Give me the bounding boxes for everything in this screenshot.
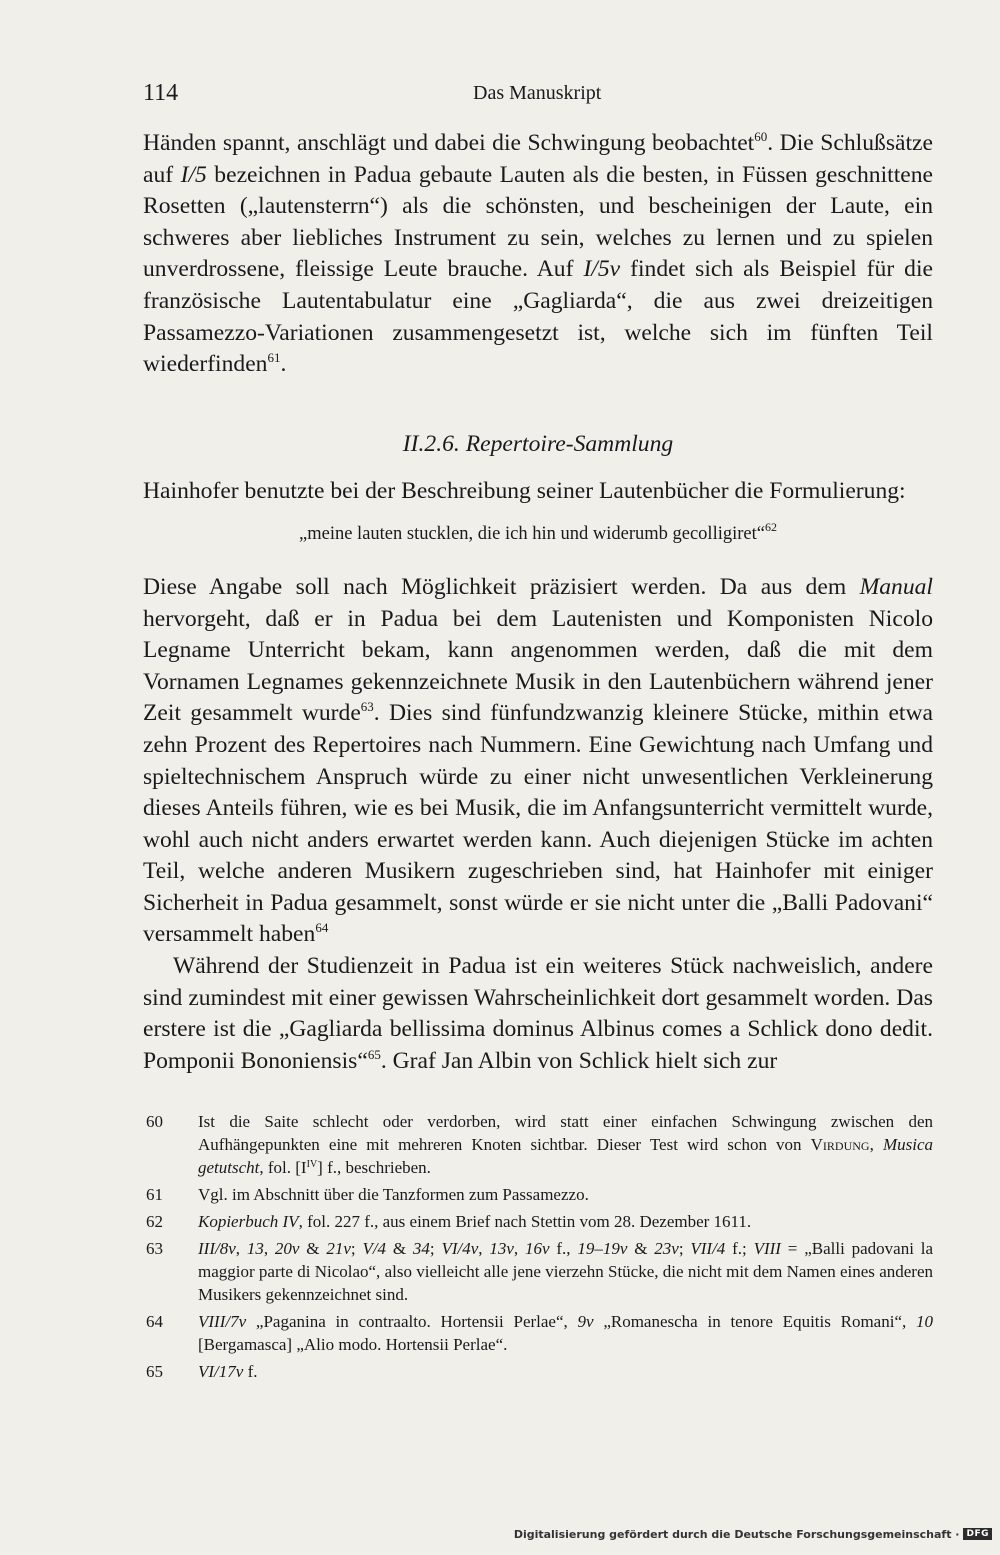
- text-run: Ist die Saite schlecht oder verdorben, wird statt einer einfachen Schwingung zwischen den Aufhängepunkten eine mit mehreren Knoten sichtbar. Dieser Test wird schon von: [198, 1112, 933, 1154]
- text-run: ,: [263, 1239, 275, 1258]
- footnote-ref[interactable]: 65: [367, 1046, 381, 1062]
- text-run: .: [280, 351, 287, 378]
- footnote: [143, 1237, 933, 1306]
- footnote-number: 64: [146, 1312, 163, 1331]
- folio-ref: 20v: [274, 1239, 300, 1258]
- text-run: . Graf Jan Albin von Schlick hielt sich zur: [380, 1047, 778, 1074]
- footnote-number: 62: [146, 1212, 163, 1231]
- text-run: ,: [513, 1239, 525, 1258]
- text-run: [Bergamasca] „Alio modo. Hortensii Perlae“.: [198, 1335, 508, 1354]
- text-run: ,: [478, 1239, 490, 1258]
- footnotes: [143, 1110, 933, 1387]
- text-run: ] f., beschrieben.: [317, 1158, 431, 1177]
- text-run: „Romanescha in tenore Equitis Romani“,: [593, 1312, 916, 1331]
- digitization-footer: [514, 1523, 992, 1545]
- folio-ref: 21v: [326, 1239, 351, 1258]
- folio-ref: VI/17v: [198, 1362, 244, 1381]
- work-title: Manual: [859, 573, 933, 600]
- text-run: f.;: [725, 1239, 754, 1258]
- folio-ref: III/8v: [198, 1239, 236, 1258]
- footnote-ref[interactable]: 64: [315, 920, 329, 936]
- text-run: &: [299, 1239, 327, 1258]
- text-run: ;: [678, 1239, 691, 1258]
- folio-ref: 10: [916, 1312, 933, 1331]
- body-text: [143, 128, 933, 1077]
- footnote-number: 65: [146, 1362, 163, 1381]
- folio-ref: VI/4v: [441, 1239, 479, 1258]
- folio-ref: VIII: [753, 1239, 781, 1258]
- paragraph: [143, 572, 933, 951]
- footnote-number: 61: [146, 1185, 163, 1204]
- folio-ref: VII/4: [690, 1239, 726, 1258]
- paragraph: Hainhofer benutzte bei der Beschreibung seiner Lautenbücher die Formulierung:: [143, 478, 906, 505]
- folio-ref: 9v: [577, 1312, 594, 1331]
- folio-ref: I/5v: [583, 256, 621, 283]
- text-run: , fol. [I: [259, 1158, 307, 1177]
- page-header: [143, 80, 933, 112]
- footnote-ref[interactable]: 60: [754, 129, 768, 144]
- footnote-ref[interactable]: 62: [764, 519, 777, 534]
- text-run: , fol. 227 f., aus einem Brief nach Stettin vom 28. Dezember 1611.: [298, 1212, 752, 1231]
- superscript: IV: [306, 1159, 318, 1170]
- text-run: Händen spannt, anschlägt und dabei die Schwingung beobachtet: [143, 130, 755, 156]
- footnote-ref[interactable]: 61: [267, 350, 281, 366]
- text-run: Diese Angabe soll nach Möglichkeit präzisiert werden. Da aus dem: [143, 573, 860, 600]
- text-run: ;: [429, 1239, 442, 1258]
- text-run: = „Balli padovani la maggior parte di Nicolao“, also vielleicht alle jene vierzehn Stücke, die nicht mit dem Namen eines anderen Musikers gekennzeichnet sind.: [198, 1239, 934, 1304]
- work-title: Musica getutscht: [198, 1135, 934, 1177]
- footnote: [143, 1310, 933, 1356]
- funding-credit: Digitalisierung gefördert durch die Deutsche Forschungsgemeinschaft ·: [513, 1527, 960, 1541]
- text-run: f.,: [549, 1239, 578, 1258]
- text-run: „Paganina in contraalto. Hortensii Perlae“,: [246, 1312, 578, 1331]
- footnote: [143, 1183, 933, 1206]
- work-title: Kopierbuch IV: [198, 1212, 299, 1231]
- text-run: &: [627, 1239, 655, 1258]
- page-number: 114: [143, 80, 179, 106]
- text-run: ,: [235, 1239, 247, 1258]
- block-quote: [143, 520, 933, 548]
- folio-ref: V/4: [362, 1239, 387, 1258]
- text-run: bezeichnen in Padua gebaute Lauten als die besten, in Füssen geschnittene Rosetten („lautensterrn“) als die schönsten, und bescheinigen der Laute, ein schweres aber liebliches Instrument zu sein, welches zu lernen und zu spielen unverdrossene, fleissige Leute brauche. Auf: [143, 161, 933, 283]
- text-run: Während der Studienzeit in Padua ist ein weiteres Stück nachweislich, andere sind zumindest mit einer gewissen Wahrscheinlichkeit dort gesammelt worden. Das erstere ist die „Gagliarda bellissima dominus Albinus comes a Schlick dono dedit. Pomponii Bononiensis“: [143, 953, 933, 1074]
- folio-ref: 13: [246, 1239, 264, 1258]
- paragraph: [143, 951, 933, 1077]
- text-run: Vgl. im Abschnitt über die Tanzformen zum Passamezzo.: [198, 1185, 589, 1204]
- paragraph: [143, 128, 933, 381]
- text-run: ,: [869, 1135, 883, 1154]
- folio-ref: 13v: [489, 1239, 514, 1258]
- footnote-ref[interactable]: 63: [360, 699, 374, 715]
- folio-ref: 19–19v: [577, 1239, 628, 1258]
- text-run: findet sich als Beispiel für die französische Lautentabulatur eine „Gagliarda“, die aus zwei dreizeitigen Passamezzo-Variationen zusammengesetzt ist, welche sich im fünften Teil wiederfinden: [143, 256, 933, 378]
- footnote-number: 63: [146, 1239, 163, 1258]
- text-run: . Dies sind fünfundzwanzig kleinere Stücke, mithin etwa zehn Prozent des Repertoires nach Nummern. Eine Gewichtung nach Umfang und spieltechnischem Anspruch würde zu einer nicht unwesentlichen Verkleinerung dieses Anteils führen, wie es bei Musik, die im Anfangsunterricht vermittelt wurde, wohl auch nicht anders erwartet werden kann. Auch diejenigen Stücke im achten Teil, welche anderen Musikern zugeschrieben sind, hat Hainhofer mit einiger Sicherheit in Padua gesammelt, sonst würde er sie nicht unter die „Balli Padovani“ versammelt haben: [143, 700, 933, 948]
- text-run: . Die Schlußsätze auf: [143, 130, 933, 188]
- folio-ref: 16v: [525, 1239, 550, 1258]
- author-name: Virdung: [810, 1135, 870, 1154]
- text-run: &: [386, 1239, 413, 1258]
- dfg-logo: DFG: [963, 1528, 992, 1540]
- text-run: ;: [350, 1239, 363, 1258]
- folio-ref: 23v: [654, 1239, 679, 1258]
- footnote: [143, 1360, 933, 1383]
- footnote: [143, 1110, 933, 1179]
- running-title: Das Manuskript: [473, 82, 602, 104]
- section-heading: II.2.6. Repertoire-Sammlung: [402, 430, 674, 457]
- text-run: f.: [243, 1362, 258, 1381]
- folio-ref: 34: [412, 1239, 430, 1258]
- footnote: [143, 1210, 933, 1233]
- footnote-number: 60: [146, 1112, 163, 1131]
- quote-text: „meine lauten stucklen, die ich hin und widerumb gecolligiret“: [299, 523, 765, 544]
- folio-ref: I/5: [180, 161, 207, 188]
- text-run: hervorgeht, daß er in Padua bei dem Lautenisten und Komponisten Nicolo Legname Unterricht bekam, kann angenommen werden, daß die mit dem Vornamen Legnames gekennzeichnete Musik in den Lautenbüchern während jener Zeit gesammelt wurde: [143, 605, 933, 727]
- folio-ref: VIII/7v: [198, 1312, 247, 1331]
